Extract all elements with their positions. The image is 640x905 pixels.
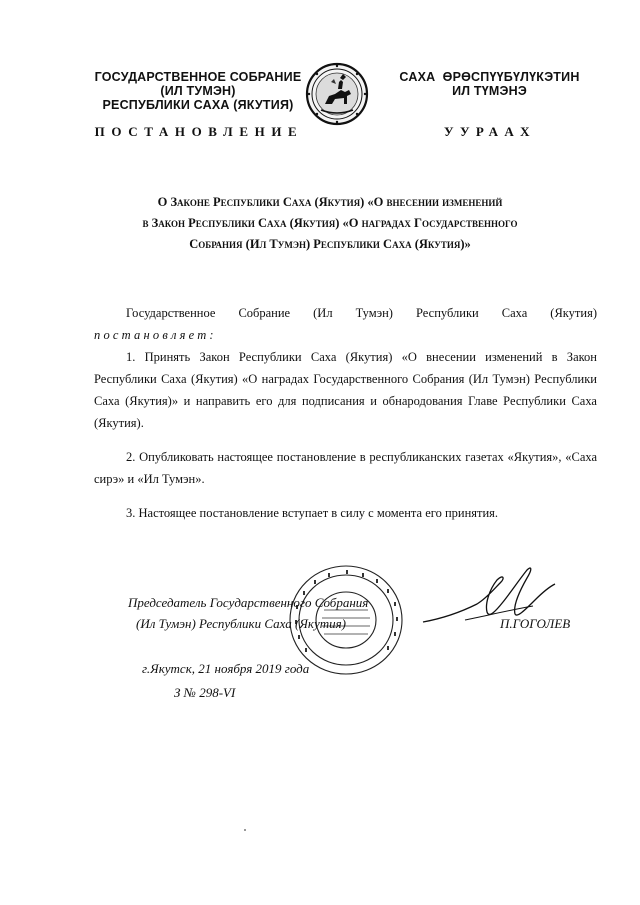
issuer-line: (ИЛ ТУМЭН) (160, 84, 236, 98)
document-body (94, 302, 597, 524)
signatory-position-line1: Председатель Государственного Собрания (128, 595, 369, 610)
resolution-item-2: 2. Опубликовать настоящее постановление в республиканских газетах «Якутия», «Саха сирэ» и «Ил Тумэн». (94, 450, 597, 486)
preamble-word: (Ил (313, 306, 333, 320)
place-and-date: г.Якутск, 21 ноября 2019 года (142, 661, 310, 676)
preamble-word: Государственное (126, 306, 216, 320)
document-number: З № 298-VI (174, 685, 236, 700)
resolution-item-3: 3. Настоящее постановление вступает в силу с момента его принятия. (126, 506, 499, 520)
resolution-item-1: 1. Принять Закон Республики Саха (Якутия) «О внесении изменений в Закон Республики Саха (Якутия) «О наградах Государственного Собрания (Ил Тумэн) Республики Саха (Якутия)» и направить его для подписания и обнародования Главе Республики Саха (Якутия). (94, 350, 597, 430)
coat-of-arms-emblem-icon (305, 62, 369, 126)
title-line: Собрания (Ил Тумэн) Республики Саха (Якутия)» (189, 237, 471, 251)
document-kind-russian: ПОСТАНОВЛЕНИЕ (94, 124, 304, 139)
issuer-line: ГОСУДАРСТВЕННОЕ СОБРАНИЕ (94, 70, 302, 84)
issuer-line: РЕСПУБЛИКИ САХА (ЯКУТИЯ) (102, 98, 294, 112)
preamble-word: Тумэн) (355, 306, 393, 320)
preamble-word: Республики (416, 306, 479, 320)
decree-word: постановляет: (94, 328, 217, 342)
issuer-line: ИЛ ТҮМЭНЭ (452, 84, 527, 98)
scan-speck (244, 829, 246, 831)
document-kind-yakut: УУРААХ (444, 124, 536, 139)
preamble-word: Саха (501, 306, 528, 320)
preamble-word: Собрание (238, 306, 291, 320)
document-title (100, 192, 560, 255)
preamble (126, 302, 597, 324)
issuer-name-yakut (382, 70, 597, 98)
signatory-position-line2: (Ил Тумэн) Республики Саха (Якутия) (136, 616, 346, 631)
title-line: в Закон Республики Саха (Якутия) «О наградах Государственного (142, 216, 518, 230)
issuer-name-russian (78, 70, 318, 112)
preamble-word: (Якутия) (550, 306, 597, 320)
issuer-line: САХА ӨРӨСПҮҮБҮЛҮКЭТИН (399, 70, 580, 84)
signatory-name: П.ГОГОЛЕВ (500, 616, 571, 631)
title-line: О Законе Республики Саха (Якутия) «О внесении изменений (157, 195, 503, 209)
